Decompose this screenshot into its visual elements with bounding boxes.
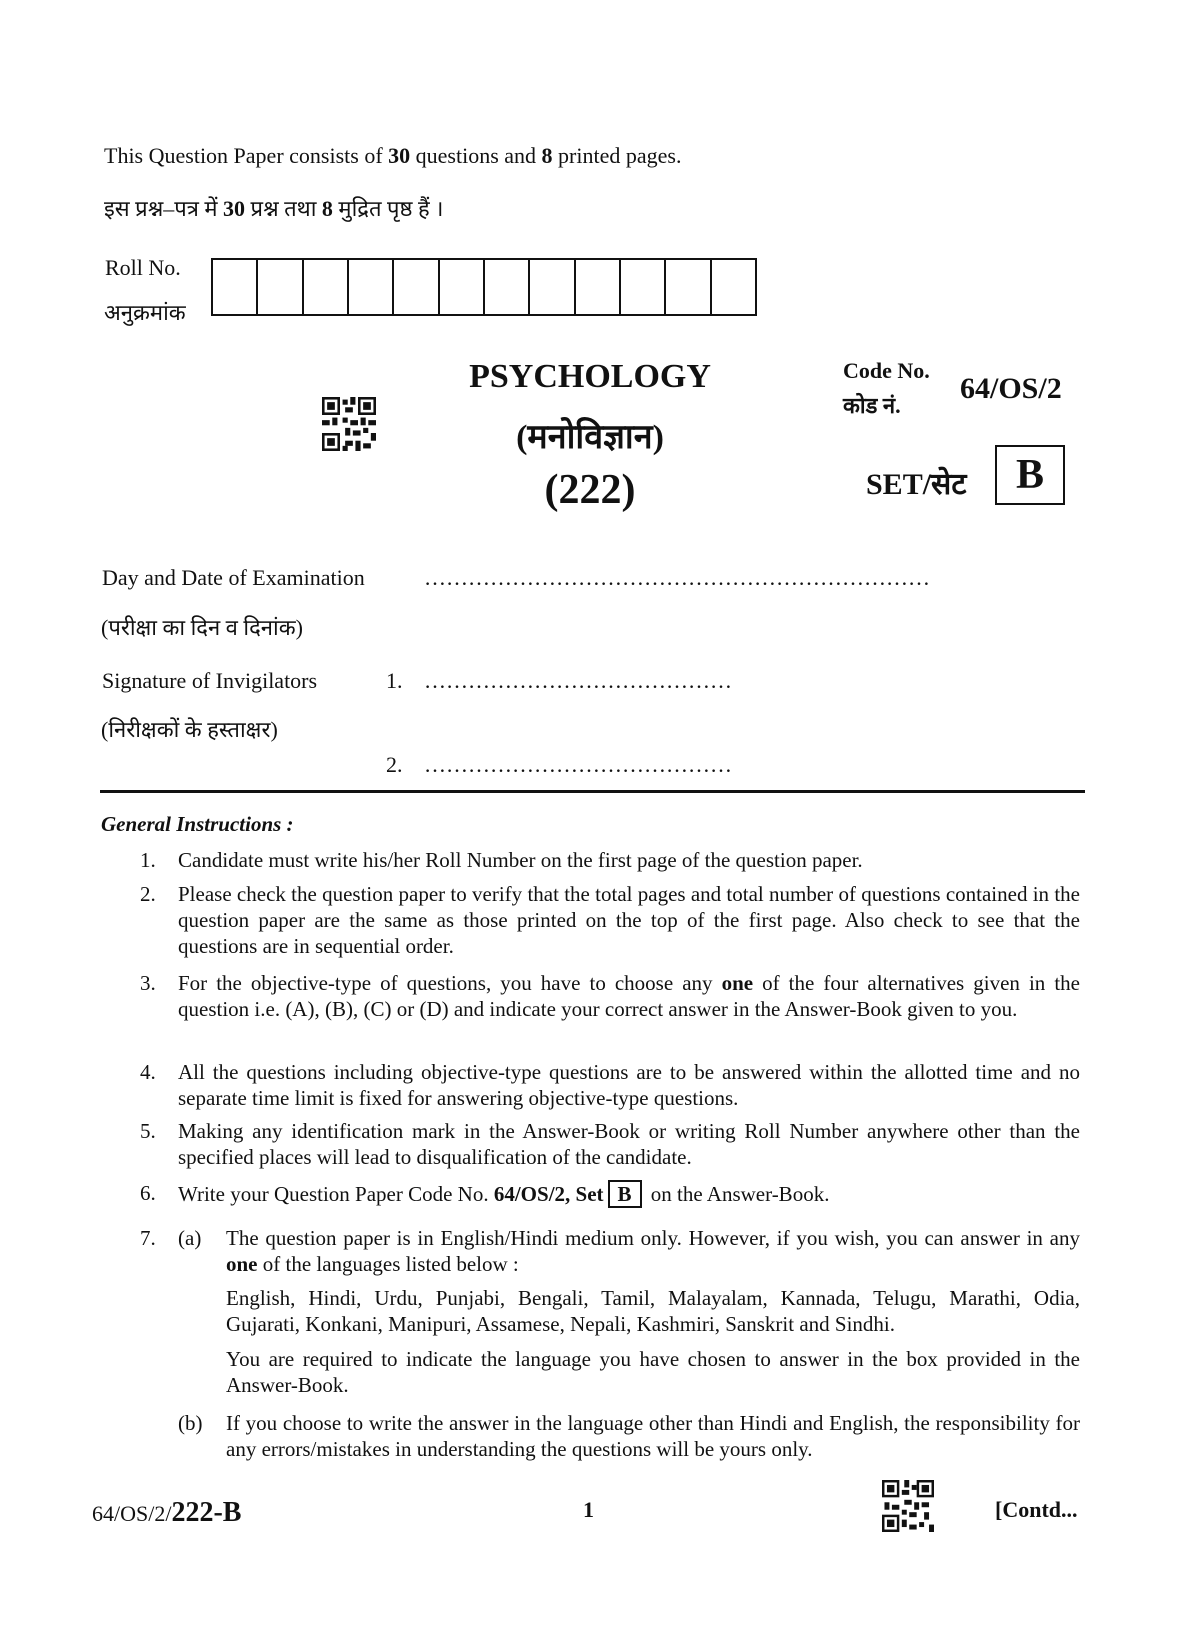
instruction-number: 5. [140,1119,156,1143]
exam-date-line[interactable]: …………………………………………………………… [424,565,930,590]
instruction-number: 3. [140,971,156,995]
summary-text: This Question Paper consists of [104,143,389,168]
set-box: B [995,445,1065,505]
code-number: 64/OS/2 [960,372,1062,405]
footer-code-prefix: 64/OS/2/ [92,1501,172,1526]
footer-paper-code [92,1497,241,1529]
instruction-continuation [140,1285,1080,1337]
instruction-item [140,970,1080,1022]
subject-code: (222) [544,467,636,513]
subject-name: PSYCHOLOGY [469,358,711,395]
sign1-number: 1. [386,668,403,693]
emphasis: one [226,1252,258,1276]
roll-digit-box[interactable] [258,260,303,314]
instruction-item [140,1410,1080,1462]
instruction-continuation [140,1346,1080,1398]
page-count: 8 [321,196,333,221]
sub-instruction-label: (b) [178,1411,203,1435]
sub-instruction-label: (a) [178,1226,202,1250]
roll-digit-box[interactable] [530,260,575,314]
instruction-text: All the questions including objective-type questions are to be answered within the allotted time and no separate time limit is fixed for answering objective-type questions. [178,1060,1080,1110]
instruction-text-part: of the languages listed below : [257,1252,519,1276]
roll-digit-box[interactable] [576,260,621,314]
emphasis: one [721,971,754,995]
code-label-en: Code No. [843,358,930,383]
question-count: 30 [223,196,246,221]
sign2-line[interactable]: …………………………………… [424,752,732,777]
roll-digit-box[interactable] [440,260,485,314]
instruction-text-part: of the four alternatives given in the question i.e. (A), (B), (C) or (D) and indicate your correct answer in the Answer-Book given to you. [178,971,1080,1021]
set-inline-box: B [608,1180,642,1208]
instruction-item [140,881,1080,959]
sign2-number: 2. [386,752,403,777]
qr-code-icon [322,397,376,451]
instruction-text: Making any identification mark in the Answer-Book or writing Roll Number anywhere other than the specified places will lead to disqualification of the candidate. [178,1119,1080,1169]
summary-text: प्रश्न तथा [245,196,322,221]
invigilator-sign-label: Signature of Invigilators [102,668,318,693]
roll-digit-box[interactable] [394,260,439,314]
roll-number-boxes[interactable] [211,258,757,316]
instruction-number: 1. [140,848,156,872]
roll-digit-box[interactable] [485,260,530,314]
divider [100,790,1085,793]
exam-date-label: Day and Date of Examination [102,565,365,590]
language-list: English, Hindi, Urdu, Punjabi, Bengali, Tamil, Malayalam, Kannada, Telugu, Marathi, Odia, Gujarati, Konkani, Manipuri, Assamese, Nepali, Kashmiri, Sanskrit and Sindhi. [226,1286,1080,1336]
roll-digit-box[interactable] [621,260,666,314]
instruction-text: Candidate must write his/her Roll Number on the first page of the question paper. [178,848,863,872]
invigilator-sign-label-hi: (निरीक्षकों के हस्ताक्षर) [101,717,278,742]
instructions-title: General Instructions : [101,812,294,836]
roll-label-hi: अनुक्रमांक [104,300,186,325]
roll-digit-box[interactable] [712,260,755,314]
roll-digit-box[interactable] [349,260,394,314]
summary-text: इस प्रश्न–पत्र में [104,196,224,221]
subject-name-hi: (मनोविज्ञान) [516,419,664,456]
code-label-hi: कोड नं. [843,393,901,418]
footer-code-main: 222-B [171,1497,242,1528]
emphasis: 64/OS/2, Set [493,1182,604,1206]
instruction-number: 7. [140,1226,156,1250]
instruction-number: 4. [140,1060,156,1084]
instruction-number: 2. [140,882,156,906]
instruction-item [140,1225,1080,1277]
roll-digit-box[interactable] [213,260,258,314]
instruction-number: 6. [140,1181,156,1205]
paper-summary-en [104,143,681,169]
roll-label-en: Roll No. [105,255,181,280]
instruction-text: Please check the question paper to verify that the total pages and total number of questions contained in the question paper are the same as those printed on the top of the first page. Also check to see that the questions are in sequential order. [178,882,1080,958]
summary-text: मुद्रित पृष्ठ हैं । [332,196,444,221]
continued-label: [Contd... [995,1497,1078,1522]
instruction-text [226,1225,1080,1277]
instruction-item [140,1180,1080,1208]
question-count: 30 [388,143,411,168]
instruction-text-part: on the Answer-Book. [645,1182,830,1206]
paper-summary-hi [104,193,443,223]
summary-text: questions and [410,143,542,168]
instruction-text: You are required to indicate the language you have chosen to answer in the box provided in the Answer-Book. [226,1347,1080,1397]
qr-code-icon [882,1480,934,1532]
instruction-text [178,1180,1080,1208]
roll-digit-box[interactable] [304,260,349,314]
instruction-item [140,1059,1080,1111]
roll-digit-box[interactable] [666,260,711,314]
sign1-line[interactable]: …………………………………… [424,668,732,693]
instruction-text-part: For the objective-type of questions, you have to choose any [178,971,722,995]
page-number: 1 [583,1497,594,1522]
instruction-text [178,970,1080,1022]
exam-date-label-hi: (परीक्षा का दिन व दिनांक) [101,615,303,640]
instruction-item [140,1118,1080,1170]
instruction-item [140,847,1080,873]
instruction-text-part: Write your Question Paper Code No. [178,1182,494,1206]
instruction-text-part: The question paper is in English/Hindi medium only. However, if you wish, you can answer in any [226,1226,1080,1250]
instruction-text: If you choose to write the answer in the language other than Hindi and English, the responsibility for any errors/mistakes in understanding the questions will be yours only. [226,1411,1080,1461]
set-label: SET/सेट [866,468,967,501]
summary-text: printed pages. [552,143,682,168]
page-count: 8 [541,143,553,168]
